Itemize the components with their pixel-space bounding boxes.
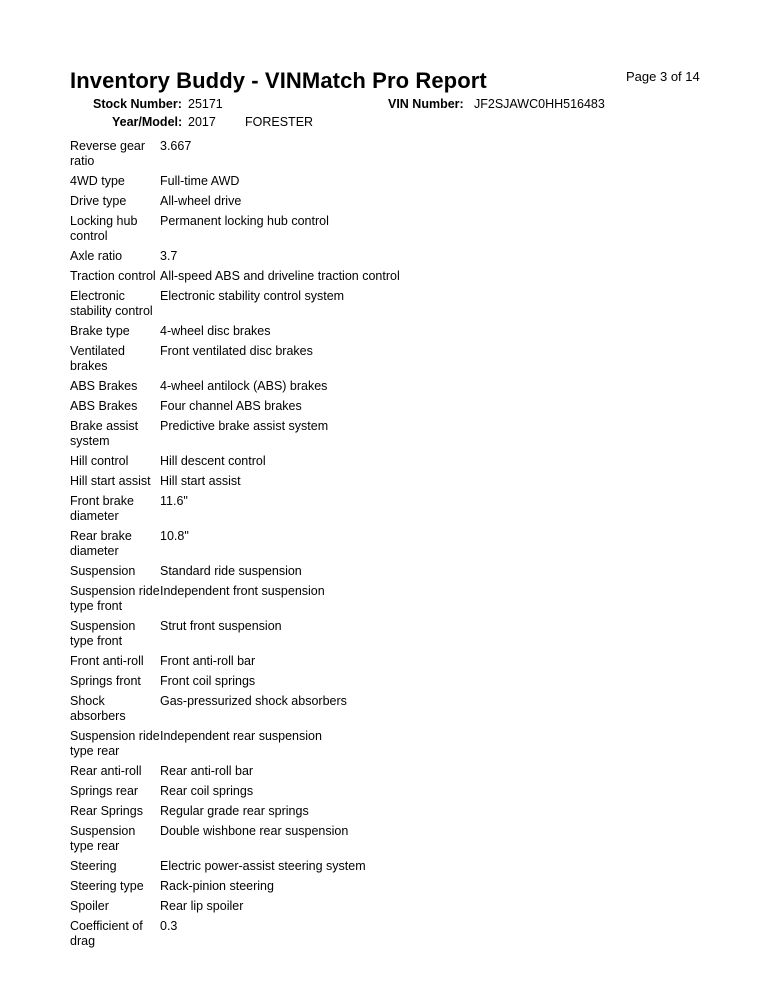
spec-key: Coefficient of drag	[70, 919, 143, 948]
spec-value: Regular grade rear springs	[160, 804, 309, 818]
spec-row	[70, 529, 400, 564]
spec-key: Steering type	[70, 879, 144, 893]
spec-value: Gas-pressurized shock absorbers	[160, 694, 347, 708]
spec-key: Suspension type rear	[70, 824, 136, 853]
spec-key: ABS Brakes	[70, 399, 138, 413]
spec-row	[70, 249, 400, 269]
spec-row	[70, 324, 400, 344]
spec-value: Front anti-roll bar	[160, 654, 256, 668]
spec-key: Springs rear	[70, 784, 139, 798]
spec-value: Front ventilated disc brakes	[160, 344, 313, 358]
spec-key: Ventilated brakes	[70, 344, 125, 373]
spec-row	[70, 764, 400, 784]
spec-value: 3.667	[160, 139, 192, 153]
spec-row	[70, 454, 400, 474]
spec-row	[70, 379, 400, 399]
spec-value: Four channel ABS brakes	[160, 399, 302, 413]
spec-row	[70, 804, 400, 824]
spec-key: Brake type	[70, 324, 130, 338]
spec-row	[70, 564, 400, 584]
spec-table	[70, 139, 400, 954]
model-value: FORESTER	[245, 115, 314, 129]
stock-number-value: 25171	[188, 97, 223, 111]
report-title: Inventory Buddy - VINMatch Pro Report	[70, 68, 487, 93]
spec-value: All-speed ABS and driveline traction control	[160, 269, 400, 283]
spec-value: Full-time AWD	[160, 174, 240, 188]
spec-value: 0.3	[160, 919, 178, 933]
spec-row	[70, 494, 400, 529]
spec-row	[70, 784, 400, 804]
spec-key: Rear Springs	[70, 804, 143, 818]
spec-value: 4-wheel antilock (ABS) brakes	[160, 379, 328, 393]
spec-value: Rear coil springs	[160, 784, 254, 798]
spec-value: 11.6"	[160, 494, 188, 508]
year-value: 2017	[188, 115, 216, 129]
spec-key: Front brake diameter	[70, 494, 134, 523]
spec-row	[70, 584, 400, 619]
spec-value: Hill descent control	[160, 454, 266, 468]
spec-row	[70, 919, 400, 954]
spec-value: Standard ride suspension	[160, 564, 302, 578]
spec-row	[70, 174, 400, 194]
spec-value: Rear anti-roll bar	[160, 764, 254, 778]
spec-key: Suspension ride type rear	[70, 729, 160, 758]
spec-value: Rear lip spoiler	[160, 899, 244, 913]
spec-value: Double wishbone rear suspension	[160, 824, 349, 838]
spec-value: 4-wheel disc brakes	[160, 324, 271, 338]
spec-row	[70, 654, 400, 674]
spec-key: Rear anti-roll	[70, 764, 142, 778]
spec-row	[70, 399, 400, 419]
spec-row	[70, 214, 400, 249]
spec-value: Strut front suspension	[160, 619, 282, 633]
spec-value: Predictive brake assist system	[160, 419, 329, 433]
spec-key: Rear brake diameter	[70, 529, 132, 558]
vin-number-value: JF2SJAWC0HH516483	[474, 97, 605, 111]
spec-row	[70, 344, 400, 379]
spec-key: Suspension	[70, 564, 136, 578]
spec-value: Electric power-assist steering system	[160, 859, 366, 873]
page-number: Page 3 of 14	[626, 69, 700, 84]
year-model-label: Year/Model:	[112, 115, 183, 129]
spec-value: Permanent locking hub control	[160, 214, 329, 228]
stock-number-label: Stock Number:	[93, 97, 182, 111]
spec-key: ABS Brakes	[70, 379, 138, 393]
spec-key: Suspension type front	[70, 619, 136, 648]
spec-key: Reverse gear ratio	[70, 139, 146, 168]
spec-row	[70, 474, 400, 494]
spec-key: 4WD type	[70, 174, 125, 188]
spec-key: Drive type	[70, 194, 127, 208]
spec-row	[70, 139, 400, 174]
spec-value: Rack-pinion steering	[160, 879, 274, 893]
spec-key: Shock absorbers	[70, 694, 126, 723]
spec-key: Electronic stability control	[70, 289, 153, 318]
spec-row	[70, 194, 400, 214]
spec-value: Electronic stability control system	[160, 289, 345, 303]
spec-key: Suspension ride type front	[70, 584, 160, 613]
spec-value: Front coil springs	[160, 674, 256, 688]
spec-row	[70, 694, 400, 729]
spec-key: Steering	[70, 859, 117, 873]
spec-key: Locking hub control	[70, 214, 138, 243]
spec-key: Hill control	[70, 454, 129, 468]
spec-row	[70, 879, 400, 899]
spec-row	[70, 419, 400, 454]
spec-value: 10.8"	[160, 529, 189, 543]
spec-row	[70, 899, 400, 919]
vin-number-label: VIN Number:	[388, 97, 464, 111]
spec-row	[70, 859, 400, 879]
spec-key: Spoiler	[70, 899, 109, 913]
spec-value: 3.7	[160, 249, 178, 263]
spec-key: Hill start assist	[70, 474, 151, 488]
spec-row	[70, 729, 400, 764]
spec-row	[70, 824, 400, 859]
spec-value: Hill start assist	[160, 474, 241, 488]
spec-value: Independent front suspension	[160, 584, 325, 598]
spec-row	[70, 289, 400, 324]
spec-key: Axle ratio	[70, 249, 123, 263]
spec-key: Springs front	[70, 674, 141, 688]
spec-row	[70, 619, 400, 654]
spec-key: Brake assist system	[70, 419, 139, 448]
spec-key: Front anti-roll	[70, 654, 144, 668]
spec-value: All-wheel drive	[160, 194, 242, 208]
spec-value: Independent rear suspension	[160, 729, 322, 743]
spec-row	[70, 269, 400, 289]
spec-row	[70, 674, 400, 694]
spec-key: Traction control	[70, 269, 156, 283]
